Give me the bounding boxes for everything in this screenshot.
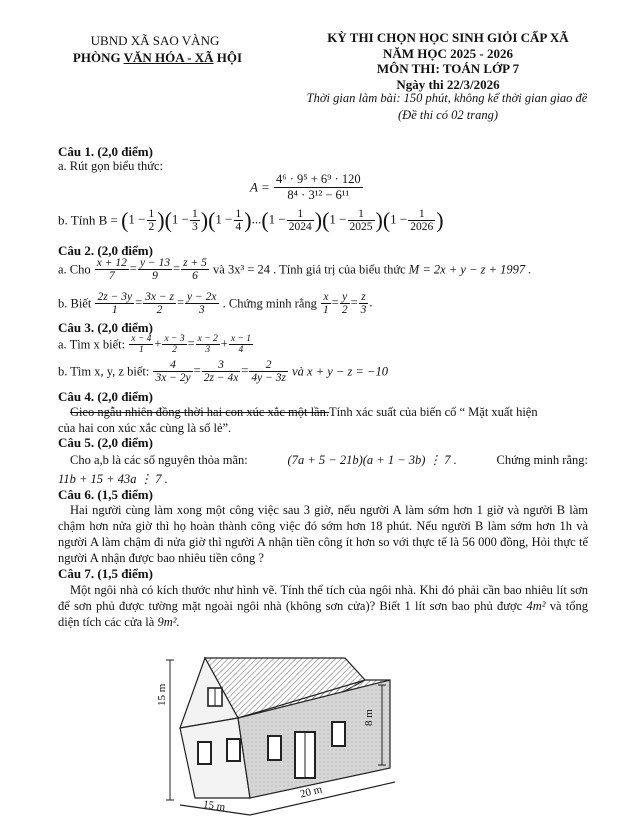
question-1a-formula: A = $\frac{\text{4⁶ · 9⁵ + 6⁹ · 120}}{\text{8⁴ · 3¹² − 6¹¹}}$ xyxy=(250,172,361,202)
subject: MÔN THI: TOÁN LỚP 7 xyxy=(376,61,520,76)
question-4-line1: Gieo ngẫu nhiên đồng thời hai con xúc xắc một lần.Tính xác suất của biến cố “ Mặt xuất hiện xyxy=(70,405,538,419)
question-2a: a. Cho $\frac{x + 12}{7}$ = $\frac{y - 13}{9}$ = $\frac{z + 5}{6}$ và 3x³ = 24 . Tính giá trị của biểu thức M = 2x + y − z + 1997 . xyxy=(58,257,532,282)
question-6-text: Hai người cùng làm xong một công việc sau 3 giờ, nếu người A làm sớm hơn 1 giờ và người B làm chậm hơn nửa giờ thì họ hoàn thành công việc đó sớm hơn 18 phút. Nếu người B làm sớm hơn 1h và người A làm chậm đi nửa giờ thì người A nhận tiền công ít hơn so với thực tế là 56 000 đồng, Hỏi thực tế người A nhận được bao nhiêu tiền công ? xyxy=(58,503,588,565)
question-7-text: Một ngôi nhà có kích thước như hình vẽ. Tính thể tích của ngôi nhà. Khi đó phải cần bao nhiêu lít sơn để sơn phủ được tường mặt ngoài ngôi nhà (không sơn cửa)? Biết 1 lít sơn bao phủ được 4m² và tổng diện tích các cửa là 9m². xyxy=(58,583,589,629)
front-window-left xyxy=(198,742,211,764)
page-count: (Đề thi có 02 trang) xyxy=(398,108,498,122)
question-2b: b. Biết $\frac{2z - 3y}{1}$ = $\frac{3x - z}{2}$ = $\frac{y - 2x}{3}$ . Chứng minh rằng $\frac{x}{1}$ = $\frac{y}{2}$ = $\frac{z}{3}$ . xyxy=(58,291,373,316)
exam-title: KỲ THI CHỌN HỌC SINH GIỎI CẤP XÃ xyxy=(327,30,569,45)
question-2-title: Câu 2. (2,0 điểm) xyxy=(58,243,153,258)
header-left-line2: PHÒNG VĂN HÓA - XÃ HỘI xyxy=(72,50,243,65)
dim-height-right: 8 m xyxy=(363,709,375,726)
dim-front: 15 m xyxy=(202,798,227,814)
question-6-title: Câu 6. (1,5 điểm) xyxy=(58,487,153,502)
question-1a-text: a. Rút gọn biểu thức: xyxy=(58,159,164,173)
question-5-line1: Cho a,b là các số nguyên thỏa mãn: (7a + 5 − 21b)(a + 1 − 3b) ⋮ 7 . Chứng minh rằng: xyxy=(70,453,588,467)
side-window-2 xyxy=(332,722,345,746)
dim-side: 20 m xyxy=(298,783,324,801)
dim-height-left: 15 m xyxy=(156,683,168,706)
question-1b: b. Tính B = (1 − $\frac{1}{2}$ )(1 − $\frac{1}{3}$ )(1 − $\frac{1}{4}$ )...(1 − $\frac{1}{2024}$ )(1 − $\frac{1}{2025}$ )(1 − $\frac{1}{2026}$ ) xyxy=(58,207,444,233)
time-limit: Thời gian làm bài: 150 phút, không kể thời gian giao đề xyxy=(306,91,588,105)
house-diagram xyxy=(150,640,400,830)
exam-date: Ngày thi 22/3/2026 xyxy=(396,77,500,92)
question-3a: a. Tìm x biết: $\frac{x - 4}{1}$ + $\frac{x - 3}{2}$ = $\frac{x - 2}{3}$ + $\frac{x - 1}{4}$ xyxy=(58,334,251,355)
school-year: NĂM HỌC 2025 - 2026 xyxy=(383,46,513,61)
question-4-line2: của hai con xúc xắc cùng là số lẻ”. xyxy=(58,421,232,435)
question-5-title: Câu 5. (2,0 điểm) xyxy=(58,435,153,450)
question-4-title: Câu 4. (2,0 điểm) xyxy=(58,389,153,404)
side-window-1 xyxy=(268,736,281,760)
question-3-title: Câu 3. (2,0 điểm) xyxy=(58,320,153,335)
header-left-line1: UBND XÃ SAO VÀNG xyxy=(90,33,220,48)
question-7-title: Câu 7. (1,5 điểm) xyxy=(58,566,153,581)
front-window-right xyxy=(227,739,240,761)
question-5-line2: 11b + 15 + 43a ⋮ 7 . xyxy=(58,472,168,486)
question-1-title: Câu 1. (2,0 điểm) xyxy=(58,144,153,159)
question-3b: b. Tìm x, y, z biết: $\frac{4}{3x - 2y}$ = $\frac{3}{2z - 4x}$ = $\frac{2}{4y - 3z}$ và x + y − z = −10 xyxy=(58,359,388,384)
